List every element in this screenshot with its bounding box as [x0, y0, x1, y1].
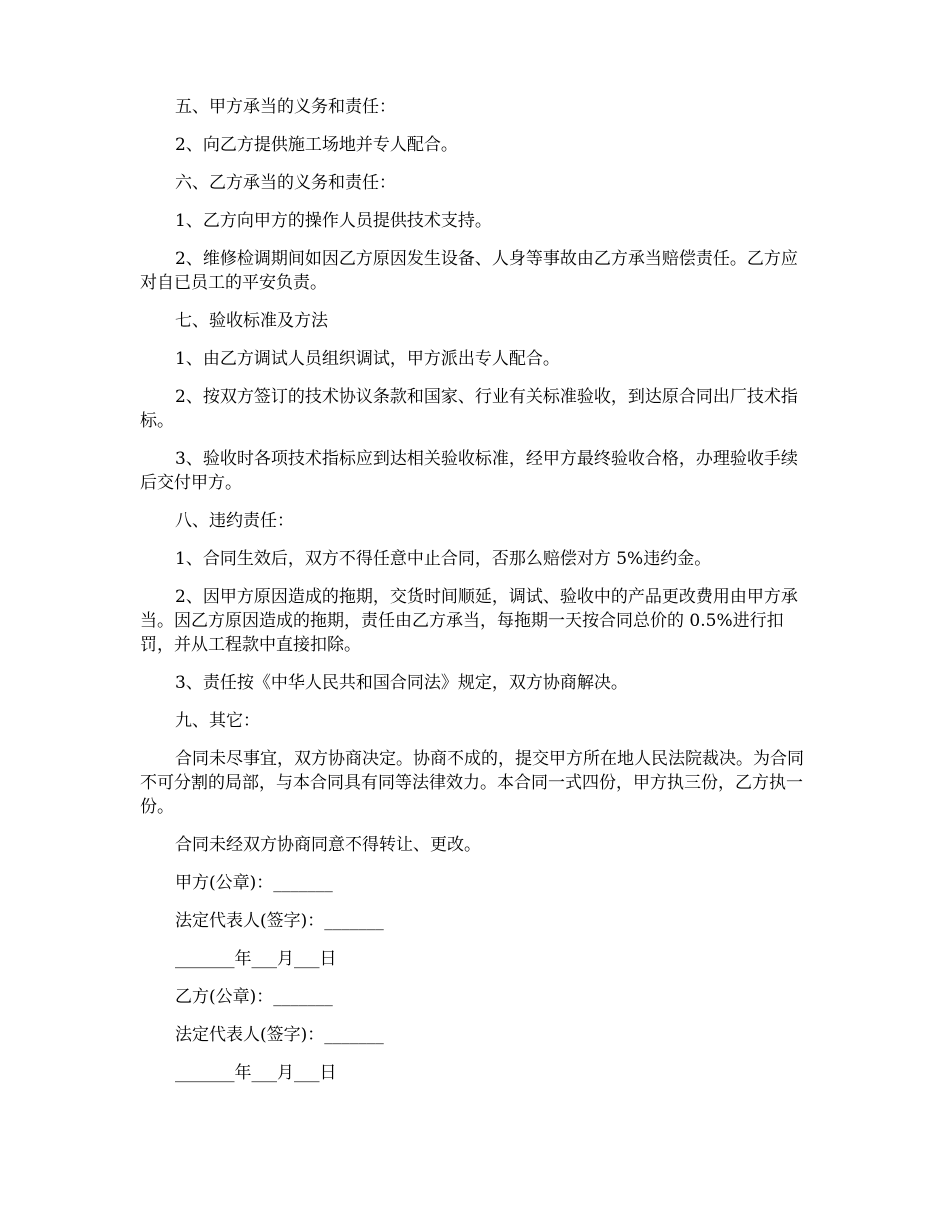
section-9-body: 合同未尽事宜，双方协商决定。协商不成的，提交甲方所在地人民法院裁决。为合同不可分割的局部，与本合同具有同等法律效力。本合同一式四份，甲方执三份，乙方执一份。: [140, 749, 804, 817]
party-b-date-line: _______年___月___日: [175, 1063, 337, 1083]
section-6-item-1: 1、乙方向甲方的操作人员提供技术支持。: [175, 211, 492, 231]
section-8-item-1: 1、合同生效后，双方不得任意中止合同，否那么赔偿对方 5%违约金。: [175, 549, 712, 569]
party-a-representative-line: 法定代表人(签字)：_______: [175, 911, 384, 931]
party-a-seal-line: 甲方(公章)：_______: [175, 873, 333, 893]
section-8-heading: 八、违约责任：: [175, 511, 294, 531]
document-page: [140, 95, 812, 1099]
section-8-item-2: 2、因甲方原因造成的拖期，交货时间顺延，调试、验收中的产品更改费用由甲方承当。因乙方原因造成的拖期，责任由乙方承当，每拖期一天按合同总价的 0.5%进行扣罚，并从工程款中直接扣除。: [140, 587, 798, 655]
section-7-item-2: 2、按双方签订的技术协议条款和国家、行业有关标准验收，到达原合同出厂技术指标。: [140, 387, 798, 431]
section-6-heading: 六、乙方承当的义务和责任：: [175, 173, 396, 193]
section-9-transfer-clause: 合同未经双方协商同意不得转让、更改。: [175, 835, 481, 855]
party-a-date-line: _______年___月___日: [175, 949, 337, 969]
section-9-heading: 九、其它：: [175, 711, 260, 731]
section-5-item-2: 2、向乙方提供施工场地并专人配合。: [175, 135, 458, 155]
section-7-heading: 七、验收标准及方法: [175, 311, 328, 331]
party-b-seal-line: 乙方(公章)：_______: [175, 987, 333, 1007]
party-b-representative-line: 法定代表人(签字)：_______: [175, 1025, 384, 1045]
section-7-item-1: 1、由乙方调试人员组织调试，甲方派出专人配合。: [175, 349, 560, 369]
section-5-heading: 五、甲方承当的义务和责任：: [175, 97, 396, 117]
section-7-item-3: 3、验收时各项技术指标应到达相关验收标准，经甲方最终验收合格，办理验收手续后交付甲方。: [140, 449, 798, 493]
section-8-item-3: 3、责任按《中华人民共和国合同法》规定，双方协商解决。: [175, 673, 628, 693]
section-6-item-2: 2、维修检调期间如因乙方原因发生设备、人身等事故由乙方承当赔偿责任。乙方应对自已员工的平安负责。: [140, 249, 798, 293]
